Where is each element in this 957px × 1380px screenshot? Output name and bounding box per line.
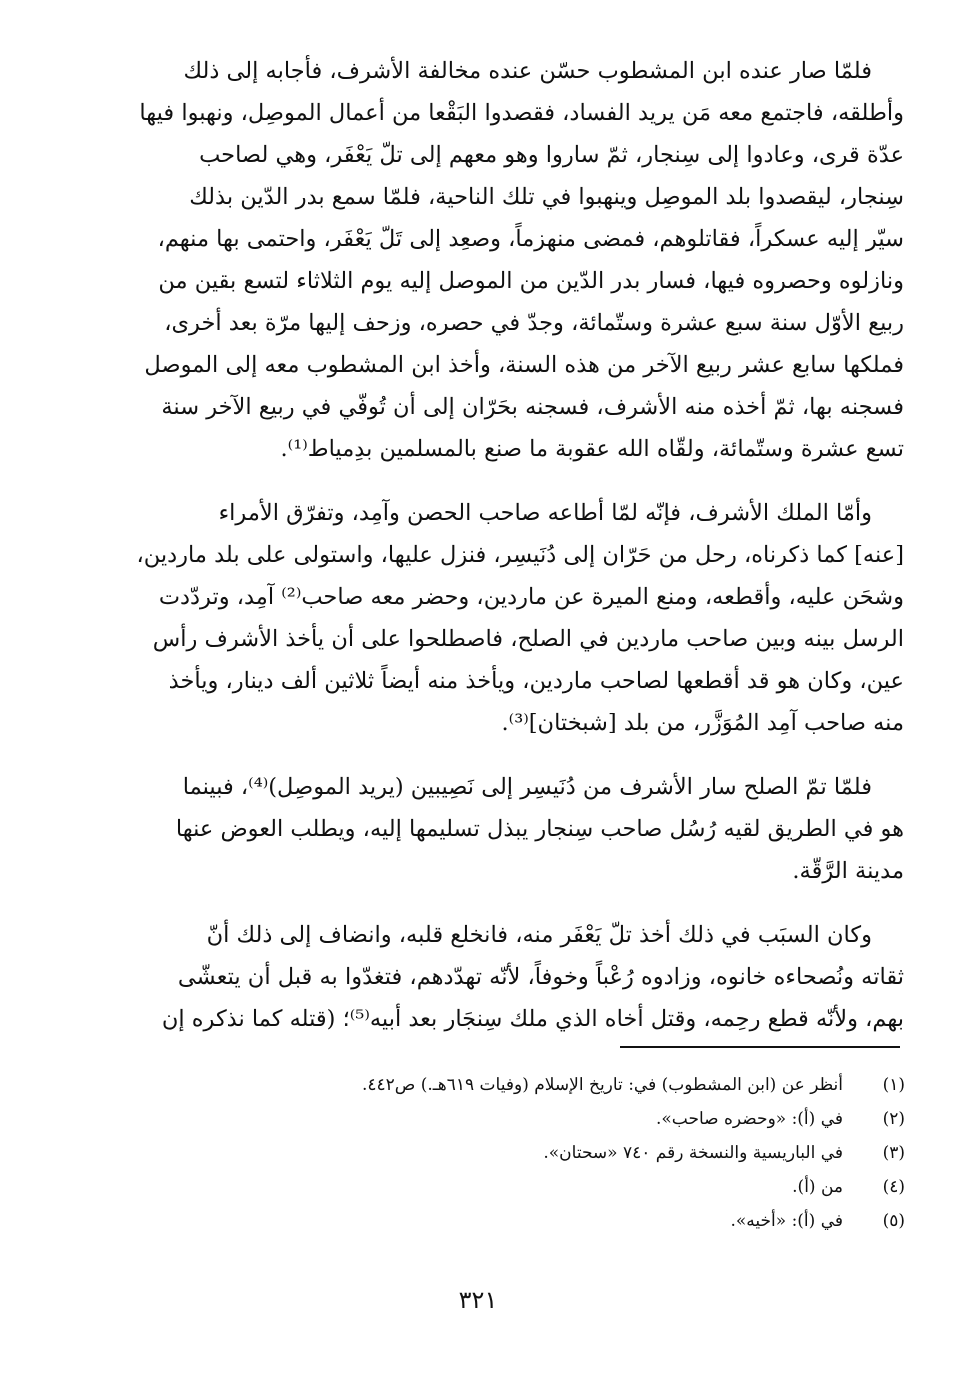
text-line: فملكها سابع عشر ربيع الآخر من هذه السنة، وأخذ ابن المشطوب معه إلى الموصل [144, 352, 904, 378]
text-line: فلمّا تمّ الصلح سار الأشرف من دُنَيسِر إلى نَصِيبين (يريد الموصِل)⁽⁴⁾، فبينما [182, 774, 872, 800]
page-number: ٣٢١ [458, 1286, 498, 1314]
text-line: فسجنه بها، ثمّ أخذه منه الأشرف، فسجنه بحَرّان إلى أن تُوفّي في ربيع الآخر سنة [161, 394, 904, 420]
footnotes [280, 1068, 905, 1238]
footnote-number: (٢) [882, 1109, 905, 1129]
text-line: سيّر إليه عسكراً، فقاتلوهم، فمضى منهزماً، وصعِد إلى تَلّ يَعْفَر، واحتمى بها منهم، [157, 226, 904, 252]
text-line: بهم، ولأنّه قطع رحِمه، وقتل أخاه الذي ملك سِنجَار بعد أبيه⁽⁵⁾؛ (قتله كما نذكره إن [161, 1006, 904, 1032]
footnote-text: أنظر عن (ابن المشطوب) في: تاريخ الإسلام (وفيات ٦١٩هـ.) ص٤٤٢. [361, 1075, 843, 1095]
text-line: ربيع الأوّل سنة سبع عشرة وستّمائة، وجدّ في حصره، وزحف إليها مرّة بعد أخرى، [164, 310, 904, 336]
footnote-item [280, 1102, 905, 1136]
footnote-item [280, 1136, 905, 1170]
text-line: وأطلقه، فاجتمع معه مَن يريد الفساد، فقصدوا البَقْعا من أعمال الموصِل، ونهبوا فيها [139, 100, 904, 126]
text-line: تسع عشرة وستّمائة، ولقّاه الله عقوبة ما صنع بالمسلمين بدِمياط⁽¹⁾. [280, 436, 904, 462]
text-line: عين، وكان هو قد أقطعها لصاحب ماردين، ويأخذ منه أيضاً ثلاثين ألف دينار، ويأخذ [168, 668, 904, 694]
footnote-number: (٤) [882, 1177, 905, 1197]
footnote-text: في (أ): «أخيه». [730, 1211, 843, 1231]
footnote-number: (١) [882, 1075, 905, 1095]
text-line: مدينة الرَّقّة. [792, 858, 904, 884]
footnote-text: في الباريسية والنسخة رقم ٧٤٠ «سحتان». [543, 1143, 843, 1163]
footnote-number: (٣) [882, 1143, 905, 1163]
text-line: هو في الطريق لقيه رُسُل صاحب سِنجار يبذل تسليمها إليه، ويطلب العوض عنها [175, 816, 904, 842]
footnote-divider [620, 1046, 900, 1048]
text-line: منه صاحب آمِد المُوَزَّر، من بلد [شبختان]⁽³⁾. [501, 710, 904, 736]
text-line: سِنجار، ليقصدوا بلد الموصِل وينهبوا في تلك الناحية، فلمّا سمع بدر الدّين بذلك [189, 184, 904, 210]
text-line: وأمّا الملك الأشرف، فإنّه لمّا أطاعه صاحب الحصن وآمِد، وتفرّق الأمراء [218, 500, 872, 526]
paragraph-4 [104, 914, 904, 1040]
footnote-item [280, 1170, 905, 1204]
text-line: ثقاته ونُصحاءه خانوه، وزادوه رُعْباً وخوفاً، لأنّه تهدّدهم، فتغدّوا به قبل أن يتعشّى [177, 964, 904, 990]
footnote-item [280, 1204, 905, 1238]
footnote-text: في (أ): «وحضره صاحب». [656, 1109, 843, 1129]
main-text [104, 50, 904, 1062]
text-line: [عنه] كما ذكرناه، رحل من حَرّان إلى دُنَيسِر، فنزل عليها، واستولى على بلد ماردين، [136, 542, 904, 568]
footnote-item [280, 1068, 905, 1102]
paragraph-3 [104, 766, 904, 892]
paragraph-2 [104, 492, 904, 744]
text-line: الرسل بينه وبين صاحب ماردين في الصلح، فاصطلحوا على أن يأخذ الأشرف رأس [152, 626, 904, 652]
text-line: وشحَن عليه، وأقطعه، ومنع الميرة عن ماردين، وحضر معه صاحب⁽²⁾ آمِد، وتردّدت [158, 584, 904, 610]
paragraph-1 [104, 50, 904, 470]
footnote-text: من (أ). [792, 1177, 843, 1197]
text-line: وكان السبَب في ذلك أخذ تلّ يَعْفَر منه، فانخلع قلبه، وانضاف إلى ذلك أنّ [206, 922, 872, 948]
text-line: عدّة قرى، وعادوا إلى سِنجار، ثمّ ساروا وهو معهم إلى تلّ يَعْفَر، وهي لصاحب [199, 142, 904, 168]
text-line: ونازلوه وحصروه فيها، فسار بدر الدّين من الموصل إليه يوم الثلاثاء لتسع بقين من [158, 268, 904, 294]
text-line: فلمّا صار عنده ابن المشطوب حسّن عنده مخالفة الأشرف، فأجابه إلى ذلك [183, 58, 872, 84]
footnote-number: (٥) [882, 1211, 905, 1231]
